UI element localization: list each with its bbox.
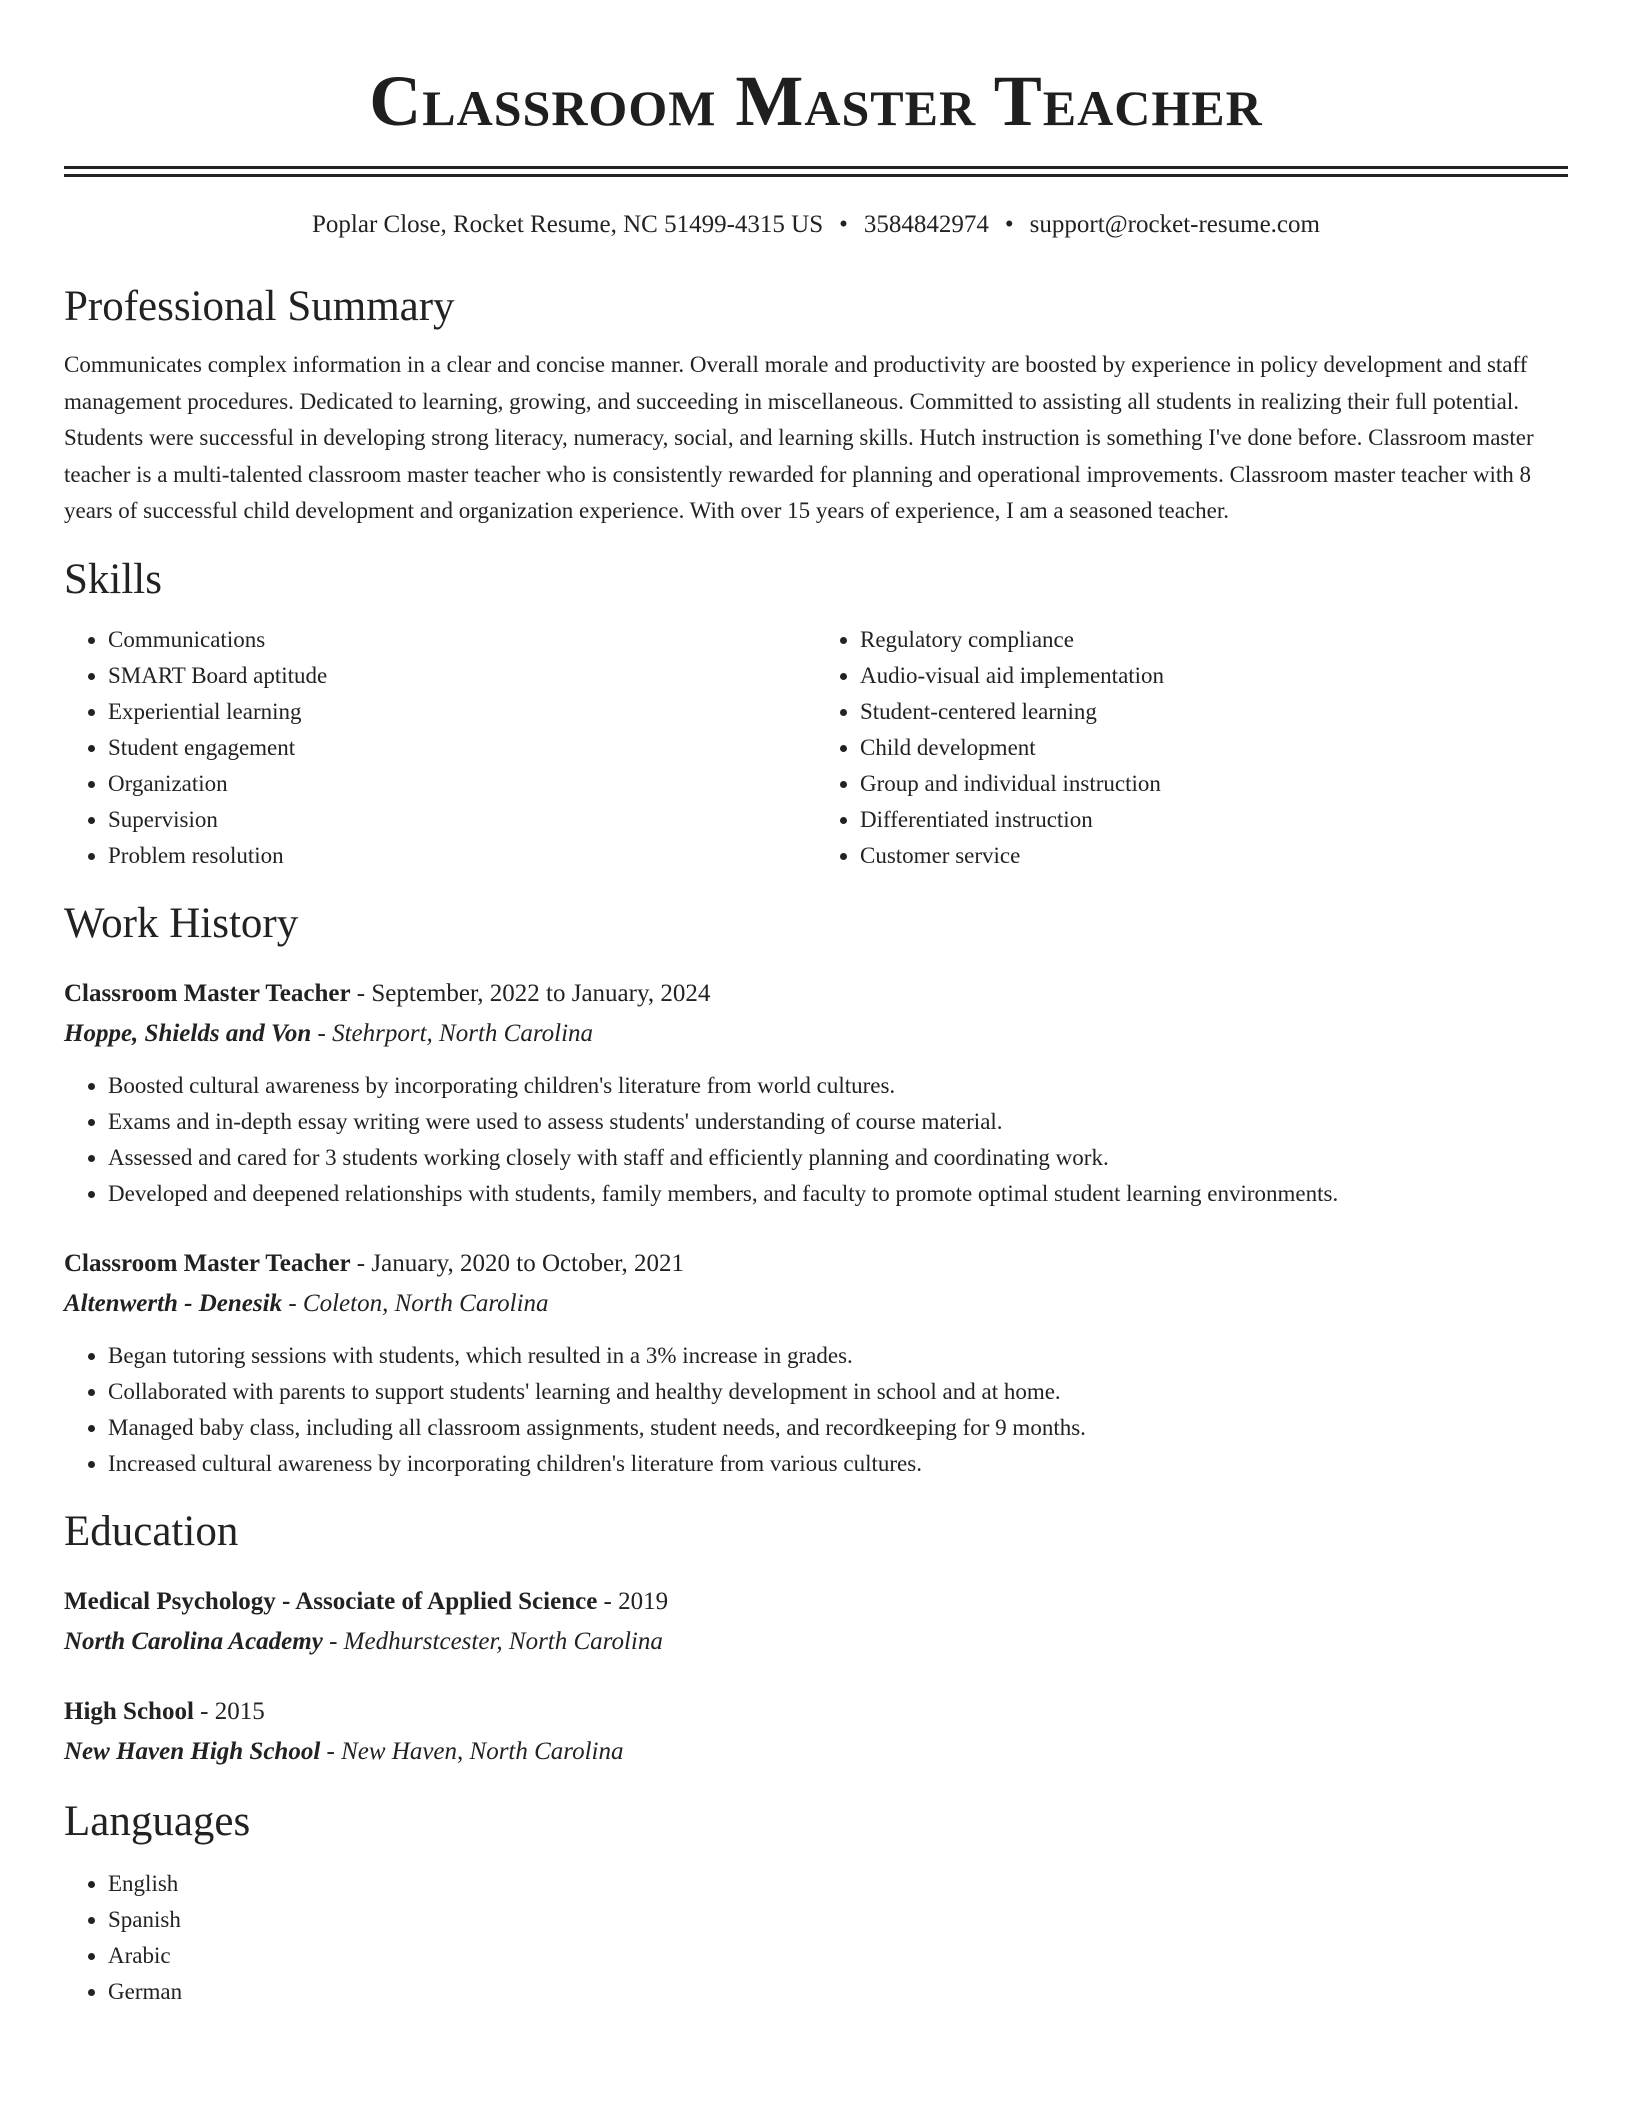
skill-item: • Regulatory compliance bbox=[860, 622, 1568, 658]
language-item: • English bbox=[108, 1866, 1568, 1902]
education-year: - 2019 bbox=[597, 1587, 669, 1615]
job-bullet: • Exams and in-depth essay writing were used to assess students' understanding of course material. bbox=[108, 1104, 1568, 1140]
skill-item: • Supervision bbox=[108, 802, 816, 838]
skill-item: • Child development bbox=[860, 730, 1568, 766]
skills-grid bbox=[64, 622, 1568, 874]
job-bullet: • Assessed and cared for 3 students working closely with staff and efficiently planning and coordinating work. bbox=[108, 1140, 1568, 1176]
job-bullet: • Increased cultural awareness by incorporating children's literature from various cultures. bbox=[108, 1446, 1568, 1482]
job-bullet: • Boosted cultural awareness by incorporating children's literature from world cultures. bbox=[108, 1068, 1568, 1104]
job-bullet: • Developed and deepened relationships with students, family members, and faculty to promote optimal student learning environments. bbox=[108, 1176, 1568, 1212]
education-school: North Carolina Academy bbox=[64, 1627, 323, 1655]
education-school-line bbox=[64, 1622, 1568, 1662]
skill-item: • Student engagement bbox=[108, 730, 816, 766]
job-employer-line bbox=[64, 1014, 1568, 1054]
job-entry bbox=[64, 974, 1568, 1212]
job-title: Classroom Master Teacher bbox=[64, 979, 351, 1007]
header-double-rule bbox=[64, 166, 1568, 177]
education-year: - 2015 bbox=[193, 1697, 265, 1725]
job-bullet-list bbox=[64, 1068, 1568, 1212]
education-location: - New Haven, North Carolina bbox=[320, 1737, 624, 1765]
skills-column-left bbox=[64, 622, 816, 874]
job-bullet-list bbox=[64, 1338, 1568, 1482]
languages-list bbox=[64, 1866, 1568, 2010]
job-location: - Stehrport, North Carolina bbox=[311, 1019, 594, 1047]
section-heading-summary: Professional Summary bbox=[64, 283, 455, 330]
education-school-line bbox=[64, 1732, 1568, 1772]
education-degree: Medical Psychology - Associate of Applied Science bbox=[64, 1587, 598, 1615]
job-dates: - January, 2020 to October, 2021 bbox=[350, 1249, 684, 1277]
language-item: • Arabic bbox=[108, 1938, 1568, 1974]
skill-item: • Experiential learning bbox=[108, 694, 816, 730]
skill-item: • Communications bbox=[108, 622, 816, 658]
contact-email: support@rocket-resume.com bbox=[1029, 211, 1320, 238]
language-item: • Spanish bbox=[108, 1902, 1568, 1938]
summary-text: Communicates complex information in a clear and concise manner. Overall morale and productivity are boosted by experience in policy development and staff management procedures. Dedicated to learning, growing, and succeeding in miscellaneous. Committed to assisting all students in realizing their full potential. Students were successful in developing strong literacy, numeracy, social, and learning skills. Hutch instruction is something I've done before. Classroom master teacher is a multi-talented classroom master teacher who is consistently rewarded for planning and operational improvements. Classroom master teacher with 8 years of successful child development and organization experience. With over 15 years of experience, I am a seasoned teacher. bbox=[64, 352, 1534, 523]
job-bullet: • Collaborated with parents to support students' learning and healthy development in school and at home. bbox=[108, 1374, 1568, 1410]
skill-item: • Student-centered learning bbox=[860, 694, 1568, 730]
job-title: Classroom Master Teacher bbox=[64, 1249, 351, 1277]
job-location: - Coleton, North Carolina bbox=[282, 1289, 549, 1317]
education-header bbox=[64, 1692, 1568, 1732]
contact-address: Poplar Close, Rocket Resume, NC 51499-4315 US bbox=[312, 211, 824, 238]
section-heading-work-history: Work History bbox=[64, 899, 299, 947]
education-header bbox=[64, 1582, 1568, 1622]
education-entry bbox=[64, 1692, 1568, 1772]
job-company: Hoppe, Shields and Von bbox=[64, 1019, 312, 1047]
job-bullet: • Managed baby class, including all classroom assignments, student needs, and recordkeeping for 9 months. bbox=[108, 1410, 1568, 1446]
skill-item: • Customer service bbox=[860, 838, 1568, 874]
skills-section bbox=[64, 554, 1568, 874]
language-item: • German bbox=[108, 1974, 1568, 2010]
education-school: New Haven High School bbox=[64, 1737, 321, 1765]
skills-list-right bbox=[816, 622, 1568, 874]
skill-item: • Organization bbox=[108, 766, 816, 802]
education-location: - Medhurstcester, North Carolina bbox=[322, 1627, 663, 1655]
job-dates: - September, 2022 to January, 2024 bbox=[350, 979, 711, 1007]
job-bullet: • Began tutoring sessions with students, which resulted in a 3% increase in grades. bbox=[108, 1338, 1568, 1374]
skill-item: • Differentiated instruction bbox=[860, 802, 1568, 838]
contact-line bbox=[64, 209, 1568, 241]
section-heading-skills: Skills bbox=[64, 555, 162, 603]
job-employer-line bbox=[64, 1284, 1568, 1324]
skill-item: • Group and individual instruction bbox=[860, 766, 1568, 802]
skill-item: • Audio-visual aid implementation bbox=[860, 658, 1568, 694]
skill-item: • SMART Board aptitude bbox=[108, 658, 816, 694]
section-heading-education: Education bbox=[64, 1507, 239, 1555]
job-header bbox=[64, 974, 1568, 1014]
skills-list-left bbox=[64, 622, 816, 874]
work-history-section bbox=[64, 898, 1568, 1482]
languages-section bbox=[64, 1796, 1568, 2010]
summary-section bbox=[64, 281, 1568, 530]
contact-phone: 3584842974 bbox=[863, 211, 989, 238]
job-entry bbox=[64, 1244, 1568, 1482]
candidate-name: Classroom Master Teacher bbox=[369, 61, 1263, 141]
section-heading-languages: Languages bbox=[64, 1797, 251, 1845]
education-degree: High School bbox=[64, 1697, 194, 1725]
job-header bbox=[64, 1244, 1568, 1284]
contact-separator: • bbox=[839, 211, 848, 238]
skill-item: • Problem resolution bbox=[108, 838, 816, 874]
contact-separator: • bbox=[1004, 211, 1014, 238]
job-company: Altenwerth - Denesik bbox=[64, 1289, 283, 1317]
education-section bbox=[64, 1506, 1568, 1772]
education-entry bbox=[64, 1582, 1568, 1662]
skills-column-right bbox=[816, 622, 1568, 874]
